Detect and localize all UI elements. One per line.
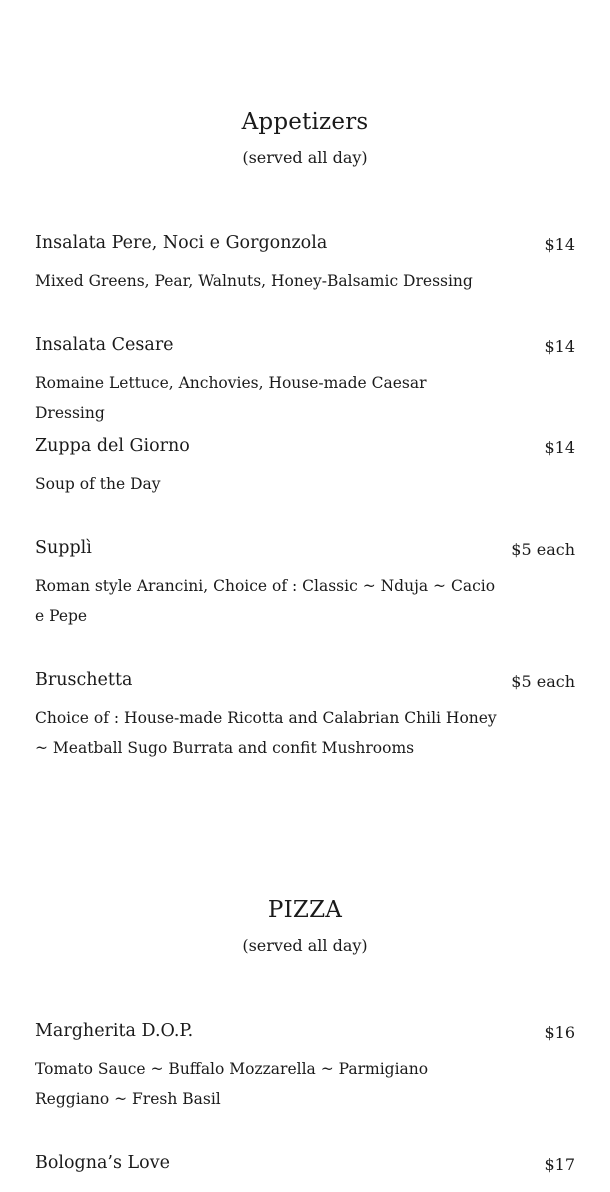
item-price: $16 (544, 1023, 575, 1042)
item-description: Roman style Arancini, Choice of : Classic ~ Nduja ~ Cacio e Pepe (35, 577, 496, 625)
section-title: PIZZA (267, 897, 343, 923)
section-title: Appetizers (241, 109, 369, 135)
item-name: Bologna’s Love (35, 1153, 170, 1173)
item-price: $17 (544, 1155, 575, 1174)
item-price: $5 each (511, 672, 575, 691)
item-name: Supplì (35, 538, 92, 558)
item-price: $14 (544, 337, 575, 356)
item-description: Romaine Lettuce, Anchovies, House-made Caesar Dressing (35, 374, 427, 422)
item-price: $5 each (511, 540, 575, 559)
item-name: Bruschetta (35, 670, 133, 690)
section-subtitle: (served all day) (242, 936, 368, 955)
item-name: Margherita D.O.P. (35, 1021, 194, 1041)
item-description: Tomato Sauce ~ Buffalo Mozzarella ~ Parmigiano Reggiano ~ Fresh Basil (35, 1060, 429, 1108)
item-name: Insalata Cesare (35, 335, 174, 355)
item-description: Soup of the Day (35, 475, 161, 493)
item-description: Choice of : House-made Ricotta and Calabrian Chili Honey ~ Meatball Sugo Burrata and confit Mushrooms (35, 709, 497, 757)
section-subtitle: (served all day) (242, 148, 368, 167)
item-description: Mixed Greens, Pear, Walnuts, Honey-Balsamic Dressing (35, 272, 473, 290)
item-name: Insalata Pere, Noci e Gorgonzola (35, 233, 328, 253)
item-price: $14 (544, 438, 575, 457)
item-name: Zuppa del Giorno (35, 436, 190, 456)
item-price: $14 (544, 235, 575, 254)
